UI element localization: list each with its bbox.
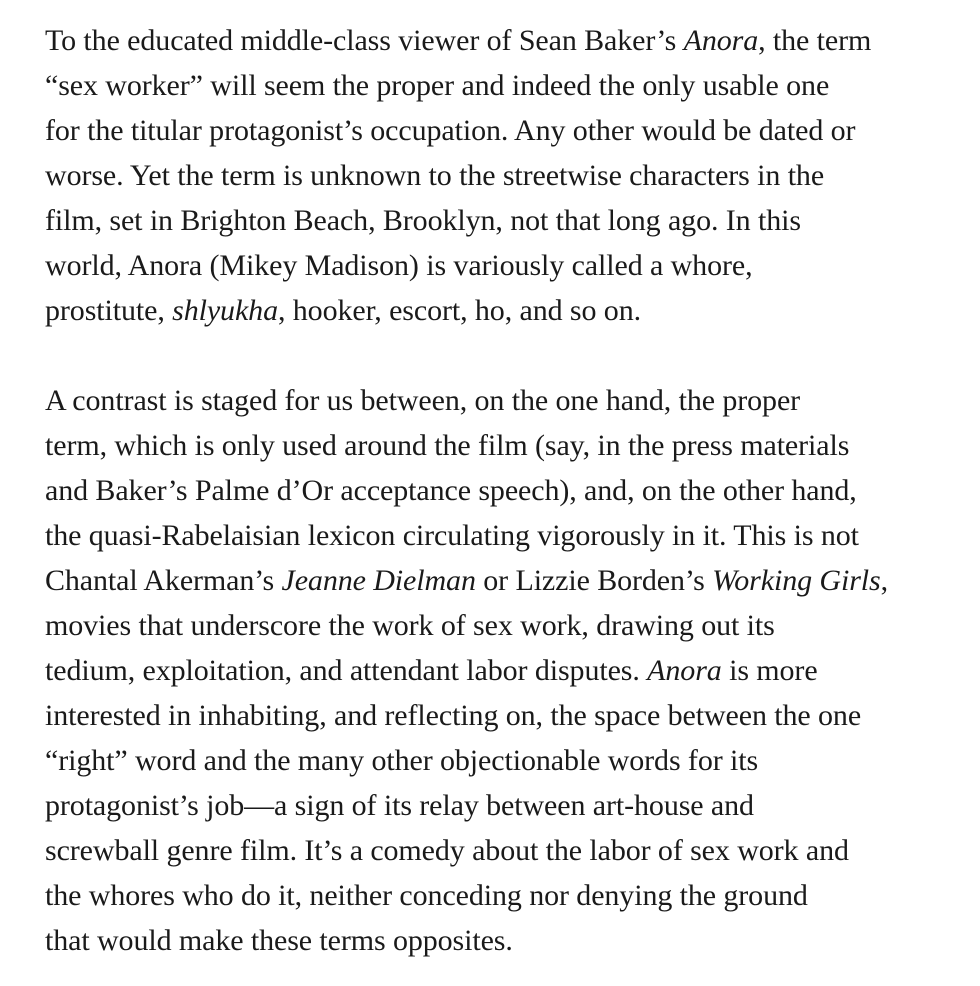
text-segment: movies that underscore the work of sex work, drawing out its xyxy=(45,609,775,642)
text-line xyxy=(45,423,980,468)
italic-title-text: Jeanne Dielman xyxy=(281,564,476,597)
text-line xyxy=(45,288,980,333)
text-segment: is more xyxy=(721,654,818,687)
text-line xyxy=(45,603,980,648)
paragraph-2 xyxy=(45,378,980,963)
text-segment: protagonist’s job—a sign of its relay between art-house and xyxy=(45,789,754,822)
text-segment: the whores who do it, neither conceding nor denying the ground xyxy=(45,879,808,912)
text-line xyxy=(45,693,980,738)
text-line xyxy=(45,918,980,963)
text-line xyxy=(45,783,980,828)
text-line xyxy=(45,873,980,918)
text-line xyxy=(45,198,980,243)
text-line xyxy=(45,378,980,423)
text-segment: “sex worker” will seem the proper and indeed the only usable one xyxy=(45,69,830,102)
text-segment: tedium, exploitation, and attendant labor disputes. xyxy=(45,654,648,687)
text-segment: term, which is only used around the film (say, in the press materials xyxy=(45,429,850,462)
text-segment: worse. Yet the term is unknown to the streetwise characters in the xyxy=(45,159,825,192)
text-line xyxy=(45,18,980,63)
text-segment: and Baker’s Palme d’Or acceptance speech), and, on the other hand, xyxy=(45,474,857,507)
text-line xyxy=(45,468,980,513)
text-segment: “right” word and the many other objectionable words for its xyxy=(45,744,759,777)
text-line xyxy=(45,558,980,603)
text-line xyxy=(45,513,980,558)
text-line xyxy=(45,108,980,153)
text-segment: world, Anora (Mikey Madison) is variously called a whore, xyxy=(45,249,753,282)
text-segment: A contrast is staged for us between, on the one hand, the proper xyxy=(45,384,801,417)
text-line xyxy=(45,243,980,288)
text-segment: , hooker, escort, ho, and so on. xyxy=(277,294,641,327)
text-line xyxy=(45,63,980,108)
italic-title-text: Anora xyxy=(647,654,722,687)
text-segment: screwball genre film. It’s a comedy about the labor of sex work and xyxy=(45,834,849,867)
paragraph-1 xyxy=(45,18,980,333)
text-line xyxy=(45,738,980,783)
text-segment: To the educated middle-class viewer of Sean Baker’s xyxy=(45,24,684,57)
text-segment: the quasi-Rabelaisian lexicon circulating vigorously in it. This is not xyxy=(45,519,859,552)
text-segment: for the titular protagonist’s occupation. Any other would be dated or xyxy=(45,114,856,147)
italic-title-text: Anora xyxy=(683,24,759,57)
text-segment: , xyxy=(880,564,888,597)
article-body xyxy=(45,18,980,963)
text-segment: interested in inhabiting, and reflecting on, the space between the one xyxy=(45,699,862,732)
text-line xyxy=(45,828,980,873)
text-line xyxy=(45,153,980,198)
text-line xyxy=(45,648,980,693)
text-segment: film, set in Brighton Beach, Brooklyn, not that long ago. In this xyxy=(45,204,801,237)
text-segment: or Lizzie Borden’s xyxy=(475,564,713,597)
text-segment: , the term xyxy=(758,24,872,57)
text-segment: Chantal Akerman’s xyxy=(45,564,282,597)
italic-title-text: shlyukha xyxy=(172,294,278,327)
italic-title-text: Working Girls xyxy=(712,564,881,597)
text-segment: prostitute, xyxy=(45,294,173,327)
text-segment: that would make these terms opposites. xyxy=(45,924,513,957)
